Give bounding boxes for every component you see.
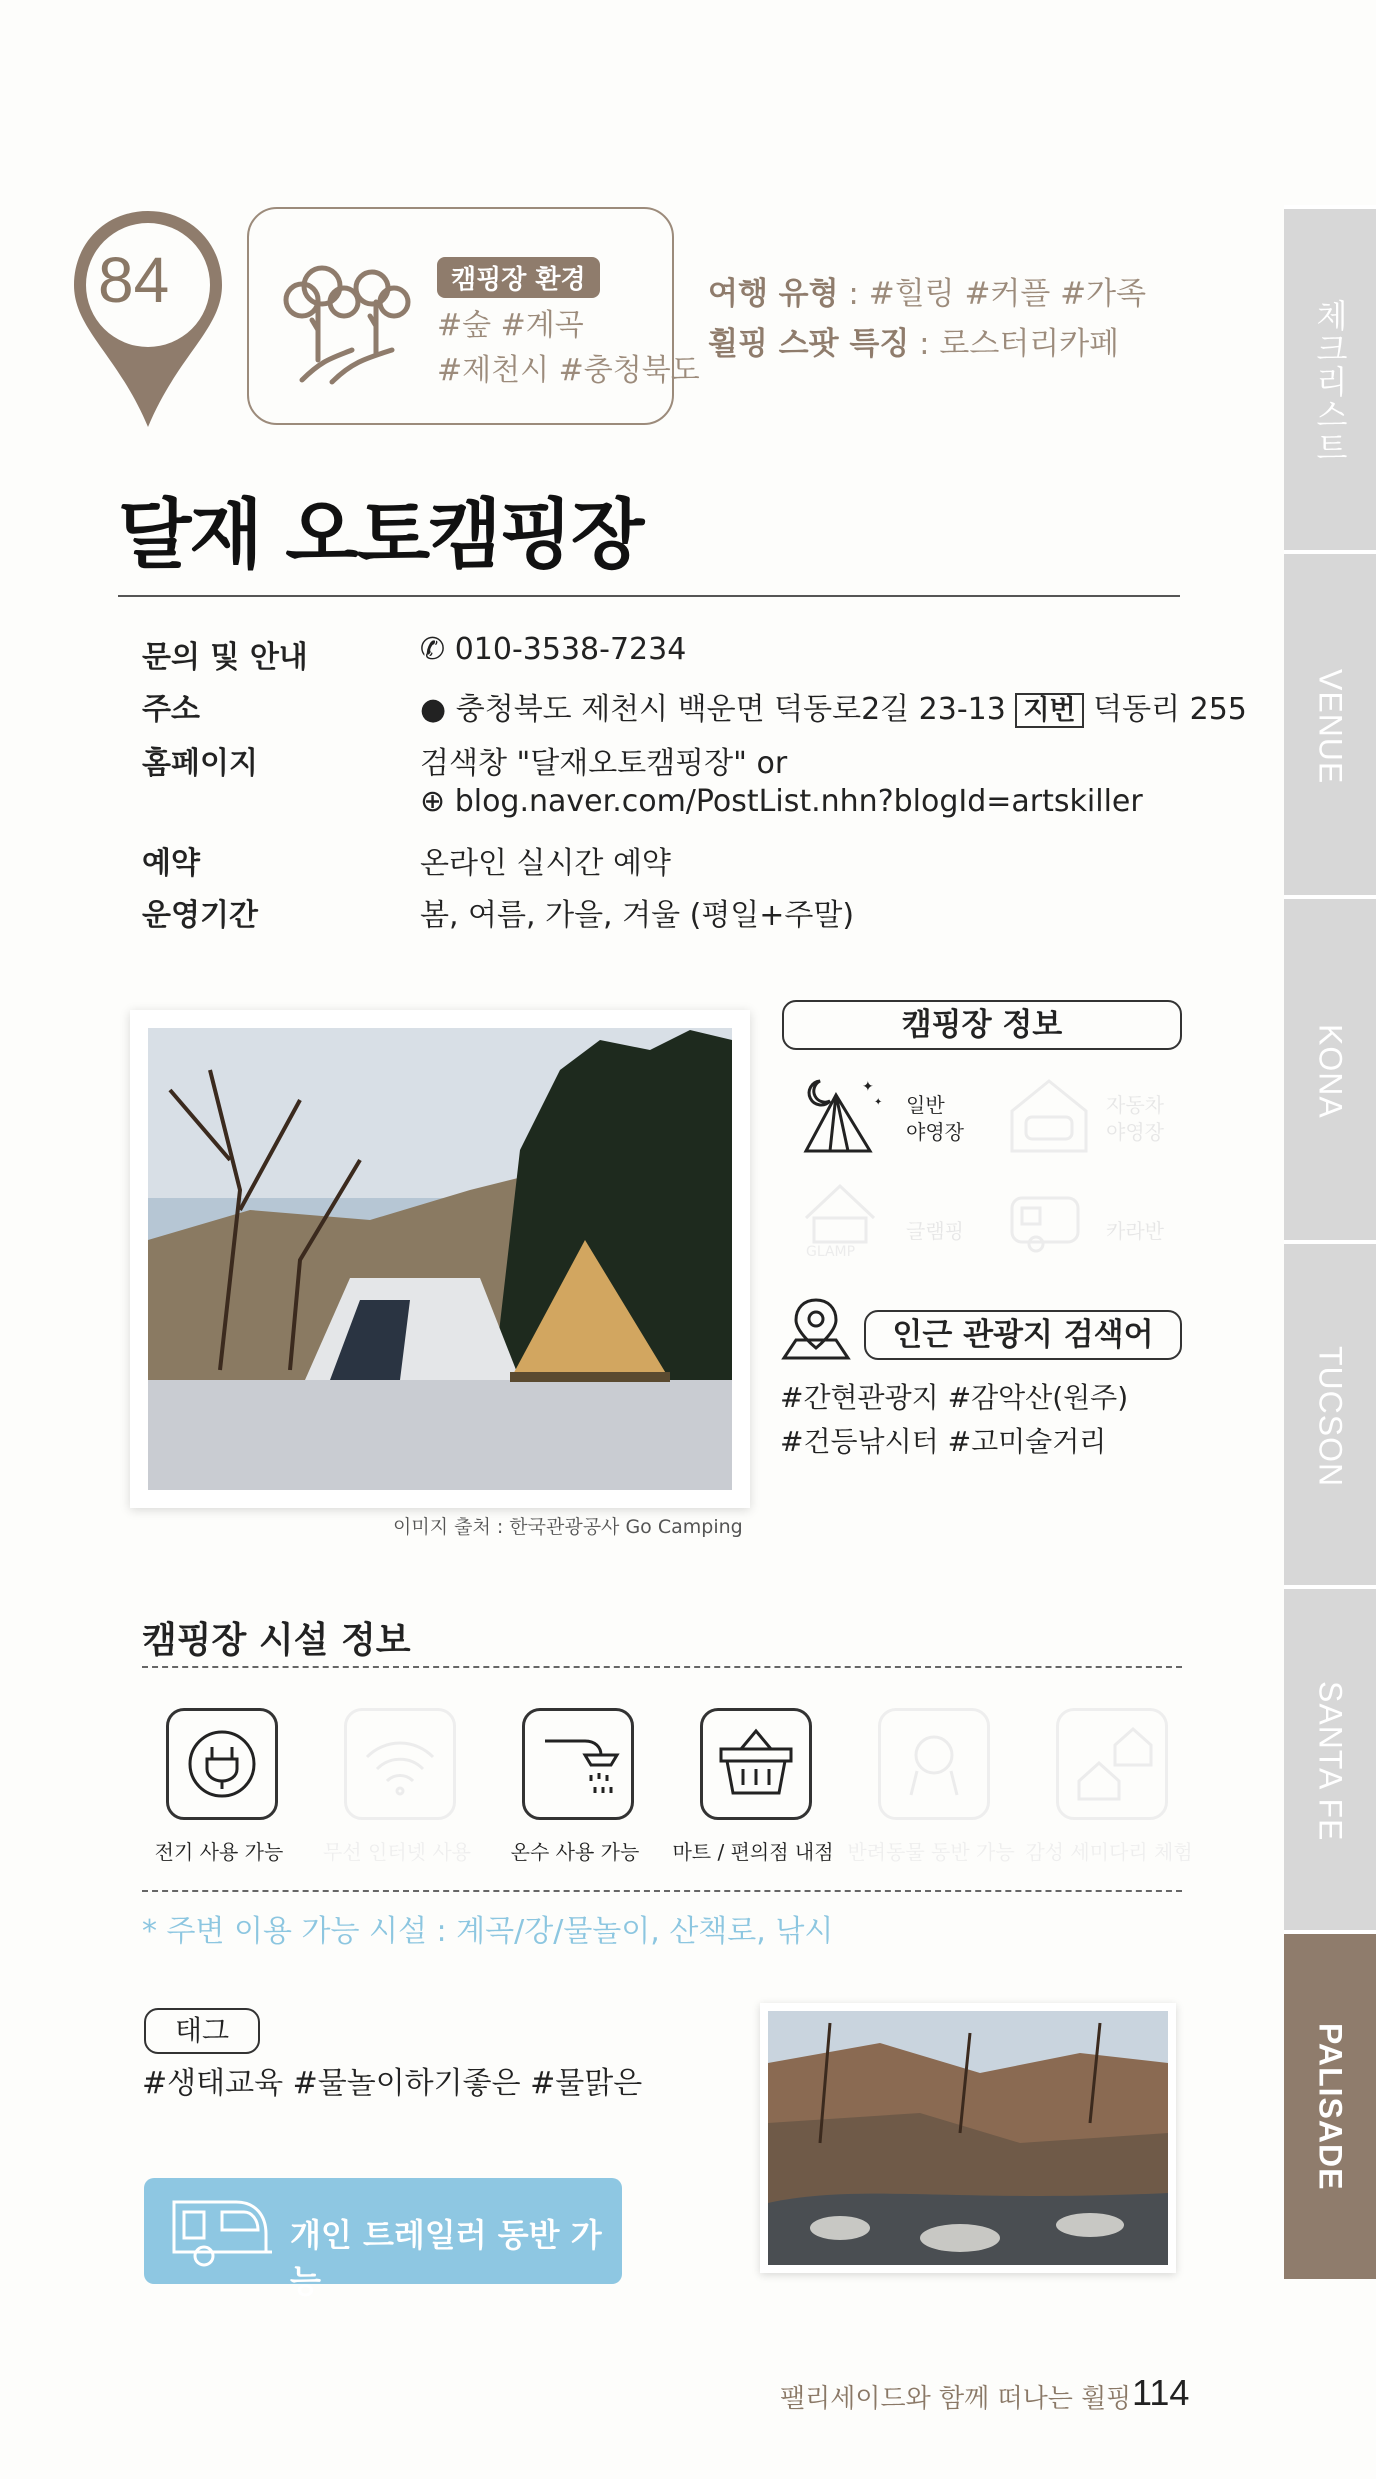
contact-value xyxy=(420,632,686,667)
address-value xyxy=(420,684,1247,728)
camp-type-caravan: 카라반 xyxy=(1106,1219,1164,1243)
tab-label: SANTA FE xyxy=(1312,1681,1349,1842)
camp-type-label: 자동차 xyxy=(1106,1093,1164,1117)
travel-type: 여행 유형 : #힐링 #커플 #가족 xyxy=(708,276,1147,312)
reservation-label: 예약 xyxy=(142,846,200,881)
tag-list: #생태교육 #물놀이하기좋은 #물맑은 xyxy=(142,2066,643,2101)
camp-type-auto xyxy=(1106,1092,1164,1146)
dashed-divider xyxy=(142,1890,1182,1892)
homepage-link[interactable]: blog.naver.com/PostList.nhn?blogId=artskiller xyxy=(454,784,1143,819)
campsite-photo xyxy=(130,1010,750,1508)
tab-venue[interactable] xyxy=(1284,550,1376,899)
trailer-label: 개인 트레일러 동반 가능 xyxy=(290,2216,602,2300)
tent-moon-icon xyxy=(800,1075,890,1155)
image-credit: 이미지 출처 : 한국관광공사 Go Camping xyxy=(393,1516,743,1538)
tab-label: VENUE xyxy=(1312,668,1349,785)
tab-label: PALISADE xyxy=(1312,2022,1349,2191)
globe-icon: ⊕ xyxy=(420,784,446,819)
homepage-label: 홈페이지 xyxy=(142,746,258,781)
tab-santafe[interactable] xyxy=(1284,1585,1376,1934)
tab-tucson[interactable] xyxy=(1284,1240,1376,1589)
camp-type-glamping: 글램핑 xyxy=(906,1219,964,1243)
facility-label: 전기 사용 가능 xyxy=(154,1840,284,1864)
plug-icon xyxy=(166,1708,278,1820)
environment-label: 캠핑장 환경 xyxy=(437,257,600,298)
map-pin-icon xyxy=(780,1296,852,1362)
spot-feature-label: 휠핑 스팟 특징 xyxy=(708,326,910,362)
environment-tags-1: #숲 #계곡 xyxy=(437,308,584,343)
caravan-icon xyxy=(1006,1190,1092,1256)
environment-tags-2: #제천시 #충청북도 xyxy=(437,353,700,388)
basket-icon xyxy=(700,1708,812,1820)
glamping-icon xyxy=(800,1178,890,1258)
travel-type-label: 여행 유형 xyxy=(708,276,839,312)
tab-label: 체크리스트 xyxy=(1312,299,1348,464)
facilities-note: * 주변 이용 가능 시설 : 계곡/강/물놀이, 산책로, 낚시 xyxy=(142,1914,834,1949)
homepage-search: 검색창 "달재오토캠핑장" or xyxy=(420,746,788,781)
nearby-tags-1: #간현관광지 #감악산(원주) xyxy=(780,1381,1129,1414)
page-number: 114 xyxy=(1132,2372,1190,2413)
nearby-tags-2: #건등낚시터 #고미술거리 xyxy=(780,1425,1107,1458)
period-label: 운영기간 xyxy=(142,898,258,933)
trailer-icon xyxy=(164,2194,274,2270)
spot-feature: 휠핑 스팟 특징 : 로스터리카페 xyxy=(708,326,1120,362)
jibun-label: 지번 xyxy=(1015,693,1083,728)
page-title: 달재 오토캠핑장 xyxy=(118,490,643,579)
camp-type-label: 야영장 xyxy=(906,1120,964,1144)
trailer-allowed-banner xyxy=(144,2178,622,2300)
tab-palisade[interactable] xyxy=(1284,1930,1376,2279)
facilities-title: 캠핑장 시설 정보 xyxy=(142,1620,411,1661)
jibun-value: 덕동리 255 xyxy=(1093,692,1247,727)
camp-type-general xyxy=(906,1092,964,1146)
travel-type-value: #힐링 #커플 #가족 xyxy=(868,276,1147,312)
facility-label: 감성 세미다리 체험 xyxy=(1025,1840,1193,1864)
svg-text:✦: ✦ xyxy=(874,1097,883,1108)
spot-feature-value: 로스터리카페 xyxy=(939,326,1120,362)
pet-icon xyxy=(878,1708,990,1820)
period-value: 봄, 여름, 가을, 겨울 (평일+주말) xyxy=(420,898,855,933)
tag-label: 태그 xyxy=(144,2008,260,2054)
shower-icon xyxy=(522,1708,634,1820)
tab-checklist[interactable] xyxy=(1284,205,1376,554)
house-icon xyxy=(1056,1708,1168,1820)
phone-icon: ✆ xyxy=(420,632,446,667)
spot-number: 84 xyxy=(98,244,170,316)
svg-text:GLAMP: GLAMP xyxy=(806,1244,856,1258)
tab-label: TUCSON xyxy=(1312,1345,1349,1488)
location-pin-icon xyxy=(68,205,228,435)
camp-type-label: 야영장 xyxy=(1106,1120,1164,1144)
auto-camping-icon xyxy=(1006,1075,1092,1155)
facility-label: 반려동물 동반 가능 xyxy=(847,1840,1015,1864)
address-label: 주소 xyxy=(142,692,200,727)
camp-type-label: 일반 xyxy=(906,1093,945,1117)
map-marker-icon: ● xyxy=(420,692,447,727)
phone-number: 010-3538-7234 xyxy=(454,632,687,667)
contact-label: 문의 및 안내 xyxy=(142,640,308,675)
address-text: 충청북도 제천시 백운면 덕동로2길 23-13 xyxy=(455,692,1006,727)
facility-label: 온수 사용 가능 xyxy=(510,1840,640,1864)
reservation-value: 온라인 실시간 예약 xyxy=(420,846,671,881)
facility-label: 마트 / 편의점 내점 xyxy=(672,1840,834,1864)
stream-photo xyxy=(760,2003,1176,2273)
homepage-url[interactable] xyxy=(420,784,1143,819)
dashed-divider xyxy=(142,1666,1182,1668)
tab-label: KONA xyxy=(1312,1024,1349,1119)
camp-info-title: 캠핑장 정보 xyxy=(782,1000,1182,1050)
nearby-title: 인근 관광지 검색어 xyxy=(864,1310,1182,1360)
tab-kona[interactable] xyxy=(1284,895,1376,1244)
title-divider xyxy=(118,595,1180,597)
svg-text:✦: ✦ xyxy=(862,1079,874,1095)
footer-text: 팰리세이드와 함께 떠나는 휠핑 xyxy=(780,2384,1132,2414)
forest-icon xyxy=(272,250,432,390)
wifi-icon xyxy=(344,1708,456,1820)
facility-label: 무선 인터넷 사용 xyxy=(323,1840,471,1864)
